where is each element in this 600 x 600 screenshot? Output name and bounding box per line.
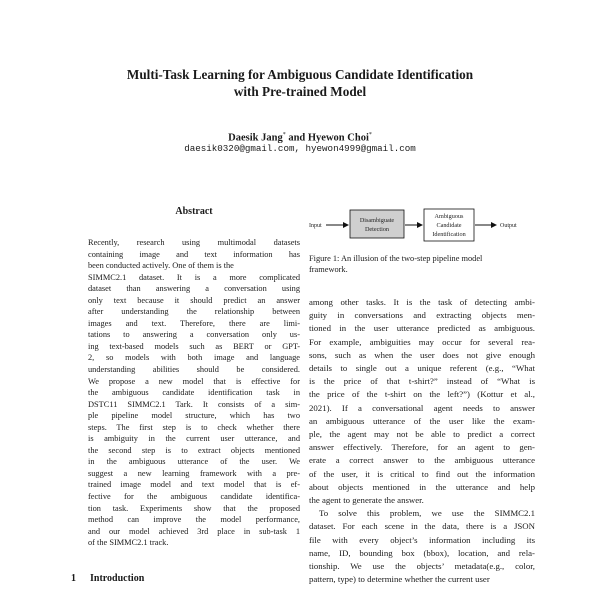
author-emails: daesik0320@gmail.com, hyewon4999@gmail.com (184, 143, 416, 154)
abstract-line-22: trained image model and text model that is ef- (88, 480, 300, 490)
author-hyewon-choi: Hyewon Choi (307, 132, 369, 144)
intro-right-line-16: the agent to generate the answer. (309, 495, 424, 506)
intro-right-line-1: among other tasks. It is the task of detecting ambi- (309, 297, 535, 307)
abstract-line-21: suggest a new learning framework with a pre- (88, 468, 300, 478)
abstract-line-5: dataset than answering a conversation using (88, 284, 300, 294)
intro-right-line-15: about objects mentioned in the utterance and help (309, 481, 535, 492)
abstract-line-16: ple pipeline model structure, which has two (88, 411, 300, 421)
section-heading-introduction (71, 573, 144, 585)
abstract-line-27: of the SIMMC2.1 track. (88, 538, 169, 548)
section-number: 1 (71, 573, 76, 584)
intro-right-line-17: To solve this problem, we use the SIMMC2.1 (319, 508, 535, 519)
abstract-line-9: tations to answering a conversation only us- (88, 330, 300, 340)
abstract-line-8: images and text. Therefore, there are limi- (88, 318, 300, 328)
diagram-box-disambiguate-detection (350, 210, 404, 238)
abstract-body (88, 237, 300, 549)
abstract-line-20: in the ambiguous utterance of the user. We (88, 457, 300, 467)
abstract-line-7: after understanding the relationship between (88, 307, 300, 317)
abstract-line-11: 2, so models with both image and language (88, 353, 300, 363)
intro-right-line-11: ple, the agent may not be able to predict a correct (309, 429, 535, 440)
abstract-line-24: tion task. Experiments show that the proposed (88, 503, 300, 513)
abstract-line-13: We propose a new model that is effective for (88, 376, 300, 386)
author-separator: and (285, 132, 308, 144)
pipeline-diagram-svg (309, 208, 534, 244)
paper-title-line-2: with Pre-trained Model (233, 84, 367, 99)
author-daesik-jang: Daesik Jang (228, 132, 283, 144)
abstract-line-10: ing text-based models such as BERT or GPT- (88, 341, 300, 351)
diagram-output-label: Output (500, 223, 517, 229)
intro-right-line-2: guity in conversations and extracting objects men- (309, 310, 535, 321)
figure-1-caption (309, 253, 535, 275)
abstract-line-17: steps. The first step is to check whether there (88, 422, 300, 432)
abstract-line-26: and our model achieved 3rd place in sub-task 1 (88, 526, 300, 536)
intro-right-line-20: name, ID, bounding box (bbox), location, and rela- (309, 547, 535, 558)
figure-pipeline-diagram (309, 208, 534, 244)
diagram-box2-line-2: Candidate (436, 222, 462, 229)
author-affiliation-mark: * (368, 132, 372, 138)
paper-title-line-1: Multi-Task Learning for Ambiguous Candidate Identification (126, 67, 474, 82)
intro-right-line-3: tioned in the user utterance predicted as ambiguous. (309, 323, 535, 334)
figure-caption-line-2: framework. (309, 265, 348, 274)
intro-right-line-6: details to single out a unique referent (e.g., “What (309, 363, 535, 374)
abstract-line-14: the ambiguous candidate identification task in (88, 388, 300, 398)
abstract-line-1: Recently, research using multimodal datasets (88, 238, 300, 247)
intro-right-line-10: an ambiguous utterance of the user like the exam- (309, 415, 535, 426)
abstract-line-2: containing image and text information has (88, 249, 300, 259)
abstract-line-19: the second step is to extract objects mentioned (88, 445, 300, 455)
author-affiliation-mark: * (282, 132, 286, 138)
abstract-line-3: been conducted actively. One of them is the (88, 261, 234, 271)
intro-right-line-21: tionship. We use the objects’ metadata(e.g., color, (309, 561, 535, 572)
diagram-input-label: Input (309, 223, 322, 229)
intro-right-line-14: of the user, it is critical to find out the information (309, 468, 535, 479)
abstract-line-25: method can improve the model performance, (88, 515, 300, 525)
diagram-box2-line-1: Ambiguous (434, 213, 464, 220)
intro-right-line-4: For example, ambiguities may occur for several rea- (309, 336, 535, 347)
section-title: Introduction (90, 573, 145, 584)
diagram-box2-line-3: Identification (432, 231, 466, 238)
intro-right-line-19: file with every object’s information including its (309, 534, 535, 545)
abstract-line-12: understanding abilities should be considered. (88, 365, 300, 375)
diagram-box1-line-2: Detection (364, 226, 390, 233)
intro-right-line-13: erate a correct answer to the ambiguous utterance (309, 455, 535, 466)
intro-right-line-5: sons, such as when the user does not give enough (309, 349, 535, 360)
intro-right-line-22: pattern, type) to determine whether the current user (309, 574, 490, 585)
intro-right-line-12: answer effectively. Therefore, for an agent to gen- (309, 442, 535, 453)
paper-title (0, 66, 600, 100)
introduction-body-right-column (309, 296, 535, 586)
abstract-line-23: fective for the ambiguous candidate identifica- (88, 492, 300, 502)
abstract-heading: Abstract (175, 206, 213, 217)
intro-right-line-18: dataset. For each scene in the data, there is a JSON (309, 521, 535, 532)
abstract-line-18: is ambiguity in the current user utterance, and (88, 434, 300, 444)
abstract-line-6: only text because it should predict an answer (88, 295, 300, 305)
intro-right-line-7: is the price of that t-shirt?” instead of “What is (309, 376, 535, 387)
diagram-box1-line-1: Disambiguate (359, 217, 395, 224)
abstract-line-4: SIMMC2.1 dataset. It is a more complicated (88, 272, 300, 282)
intro-right-line-9: 2021). If a conversational agent needs to answer (309, 402, 535, 413)
intro-right-line-8: the price of the t-shirt on the left?”) (Kottur et al., (309, 389, 535, 400)
abstract-line-15: DSTC11 SIMMC2.1 Tark. It consists of a sim- (88, 399, 300, 409)
figure-caption-line-1: Figure 1: An illusion of the two-step pipeline model (309, 254, 483, 263)
